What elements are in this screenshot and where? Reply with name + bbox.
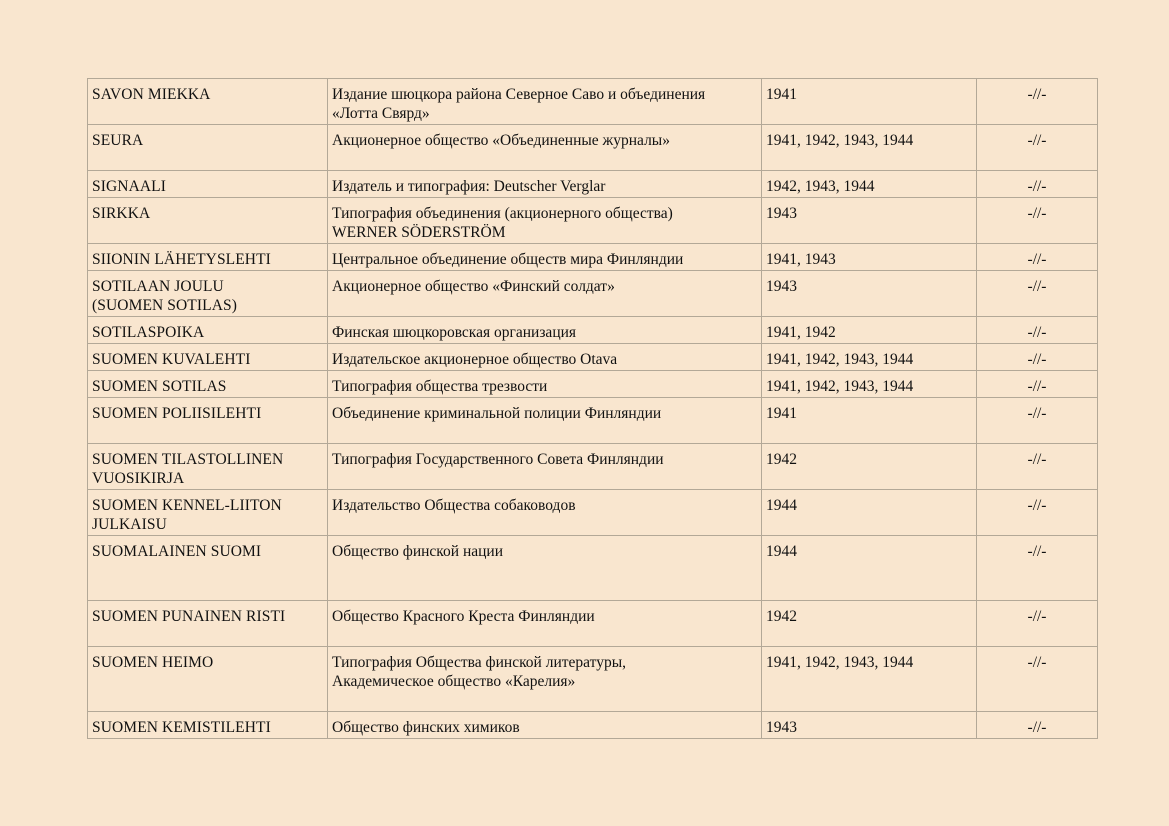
publisher-cell: Финская шюцкоровская организация <box>328 317 762 344</box>
table-row <box>88 271 1098 317</box>
periodical-title-cell: SUOMEN SOTILAS <box>88 371 328 398</box>
ditto-mark-cell: -//- <box>977 198 1098 244</box>
publisher-cell: Издательское акционерное общество Otava <box>328 344 762 371</box>
publisher-cell: Типография общества трезвости <box>328 371 762 398</box>
table-row <box>88 244 1098 271</box>
publisher-cell: Издатель и типография: Deutscher Verglar <box>328 171 762 198</box>
publisher-cell: Типография Общества финской литературы, Академическое общество «Карелия» <box>328 647 762 712</box>
years-cell: 1943 <box>762 198 977 244</box>
publisher-cell: Издание шюцкора района Северное Саво и объединения «Лотта Свярд» <box>328 79 762 125</box>
publisher-cell: Акционерное общество «Объединенные журналы» <box>328 125 762 171</box>
publisher-cell: Типография объединения (акционерного общества) WERNER SÖDERSTRÖM <box>328 198 762 244</box>
periodical-title-cell: SOTILAAN JOULU (SUOMEN SOTILAS) <box>88 271 328 317</box>
ditto-mark-cell: -//- <box>977 398 1098 444</box>
periodicals-table <box>87 78 1098 739</box>
years-cell: 1941, 1942, 1943, 1944 <box>762 125 977 171</box>
years-cell: 1941 <box>762 398 977 444</box>
publisher-cell: Издательство Общества собаководов <box>328 490 762 536</box>
table-row <box>88 198 1098 244</box>
years-cell: 1941, 1942, 1943, 1944 <box>762 647 977 712</box>
ditto-mark-cell: -//- <box>977 536 1098 601</box>
periodical-title-cell: SIIONIN LÄHETYSLEHTI <box>88 244 328 271</box>
ditto-mark-cell: -//- <box>977 244 1098 271</box>
ditto-mark-cell: -//- <box>977 317 1098 344</box>
periodical-title-cell: SUOMEN PUNAINEN RISTI <box>88 601 328 647</box>
ditto-mark-cell: -//- <box>977 271 1098 317</box>
ditto-mark-cell: -//- <box>977 371 1098 398</box>
years-cell: 1942 <box>762 601 977 647</box>
table-row <box>88 317 1098 344</box>
publisher-cell: Акционерное общество «Финский солдат» <box>328 271 762 317</box>
periodical-title-cell: SIGNAALI <box>88 171 328 198</box>
years-cell: 1941, 1942 <box>762 317 977 344</box>
periodical-title-cell: SUOMEN KENNEL-LIITON JULKAISU <box>88 490 328 536</box>
table-row <box>88 171 1098 198</box>
periodical-title-cell: SIRKKA <box>88 198 328 244</box>
periodical-title-cell: SUOMEN KEMISTILEHTI <box>88 712 328 739</box>
years-cell: 1944 <box>762 536 977 601</box>
periodical-title-cell: SEURA <box>88 125 328 171</box>
document-page <box>87 78 1097 739</box>
years-cell: 1943 <box>762 712 977 739</box>
table-row <box>88 444 1098 490</box>
periodical-title-cell: SUOMEN POLIISILEHTI <box>88 398 328 444</box>
publisher-cell: Центральное объединение обществ мира Финляндии <box>328 244 762 271</box>
table-body <box>88 79 1098 739</box>
table-row <box>88 536 1098 601</box>
table-row <box>88 398 1098 444</box>
ditto-mark-cell: -//- <box>977 647 1098 712</box>
ditto-mark-cell: -//- <box>977 125 1098 171</box>
ditto-mark-cell: -//- <box>977 601 1098 647</box>
years-cell: 1942, 1943, 1944 <box>762 171 977 198</box>
table-row <box>88 371 1098 398</box>
years-cell: 1941, 1942, 1943, 1944 <box>762 344 977 371</box>
ditto-mark-cell: -//- <box>977 171 1098 198</box>
publisher-cell: Общество финской нации <box>328 536 762 601</box>
years-cell: 1941, 1943 <box>762 244 977 271</box>
years-cell: 1941 <box>762 79 977 125</box>
years-cell: 1941, 1942, 1943, 1944 <box>762 371 977 398</box>
table-row <box>88 125 1098 171</box>
periodical-title-cell: SUOMEN TILASTOLLINEN VUOSIKIRJA <box>88 444 328 490</box>
ditto-mark-cell: -//- <box>977 444 1098 490</box>
publisher-cell: Типография Государственного Совета Финляндии <box>328 444 762 490</box>
periodical-title-cell: SAVON MIEKKA <box>88 79 328 125</box>
years-cell: 1942 <box>762 444 977 490</box>
ditto-mark-cell: -//- <box>977 79 1098 125</box>
periodical-title-cell: SOTILASPOIKA <box>88 317 328 344</box>
periodical-title-cell: SUOMEN KUVALEHTI <box>88 344 328 371</box>
table-row <box>88 490 1098 536</box>
publisher-cell: Общество финских химиков <box>328 712 762 739</box>
ditto-mark-cell: -//- <box>977 712 1098 739</box>
table-row <box>88 344 1098 371</box>
table-row <box>88 712 1098 739</box>
years-cell: 1944 <box>762 490 977 536</box>
publisher-cell: Общество Красного Креста Финляндии <box>328 601 762 647</box>
table-row <box>88 79 1098 125</box>
years-cell: 1943 <box>762 271 977 317</box>
ditto-mark-cell: -//- <box>977 490 1098 536</box>
table-row <box>88 647 1098 712</box>
periodical-title-cell: SUOMALAINEN SUOMI <box>88 536 328 601</box>
table-row <box>88 601 1098 647</box>
periodical-title-cell: SUOMEN HEIMO <box>88 647 328 712</box>
ditto-mark-cell: -//- <box>977 344 1098 371</box>
publisher-cell: Объединение криминальной полиции Финляндии <box>328 398 762 444</box>
